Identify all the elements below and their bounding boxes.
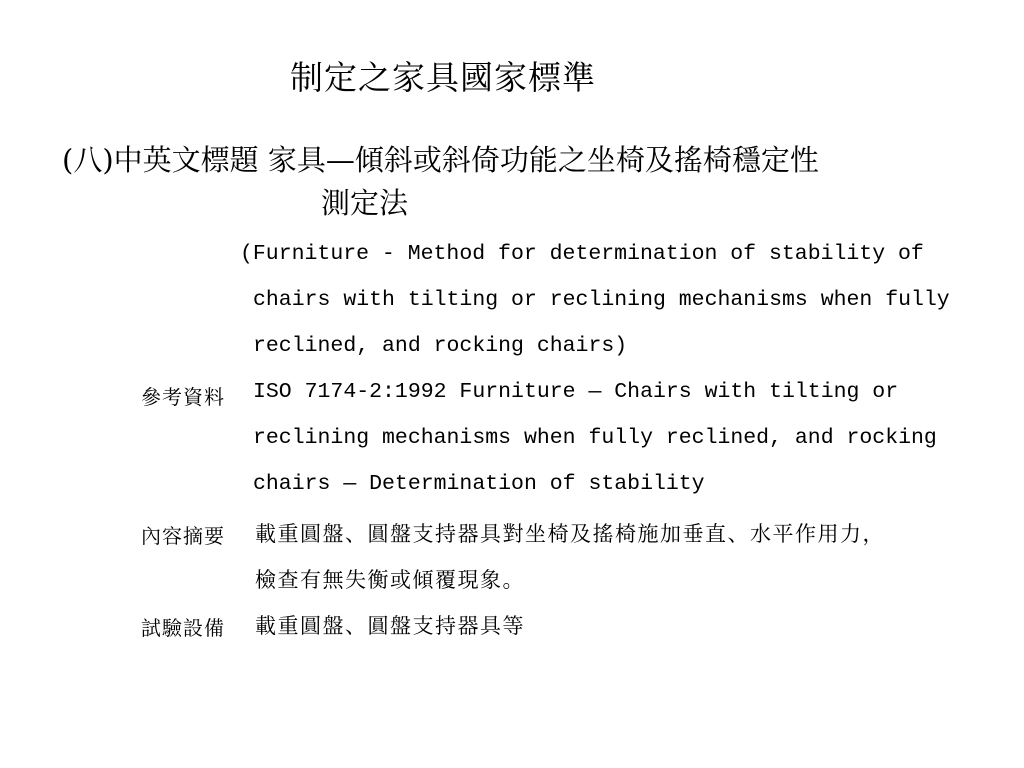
heading-title-line1: 家具—傾斜或斜倚功能之坐椅及搖椅穩定性 xyxy=(267,143,819,177)
summary-label: 內容摘要 xyxy=(141,524,225,548)
reference-line3: chairs — Determination of stability xyxy=(253,472,705,496)
heading-number: (八) xyxy=(62,143,114,177)
slide-title: 制定之家具國家標準 xyxy=(290,58,596,97)
english-title-line2: chairs with tilting or reclining mechanisms when fully xyxy=(253,288,950,312)
reference-label: 參考資料 xyxy=(141,385,225,409)
heading-title-line2: 測定法 xyxy=(321,186,409,220)
english-title-line1: (Furniture - Method for determination of stability of xyxy=(240,242,924,266)
equipment-label: 試驗設備 xyxy=(141,616,225,640)
reference-line2: reclining mechanisms when fully reclined, and rocking xyxy=(253,426,937,450)
heading-gap xyxy=(259,143,268,177)
english-title-line3: reclined, and rocking chairs) xyxy=(253,334,628,358)
summary-line1: 載重圓盤、圓盤支持器具對坐椅及搖椅施加垂直、水平作用力， xyxy=(255,522,885,546)
standard-heading xyxy=(62,138,819,179)
equipment-line1: 載重圓盤、圓盤支持器具等 xyxy=(255,614,525,638)
heading-label: 中英文標題 xyxy=(113,143,259,177)
reference-line1: ISO 7174-2:1992 Furniture — Chairs with tilting or xyxy=(253,380,899,404)
summary-line2: 檢查有無失衡或傾覆現象。 xyxy=(255,568,525,592)
